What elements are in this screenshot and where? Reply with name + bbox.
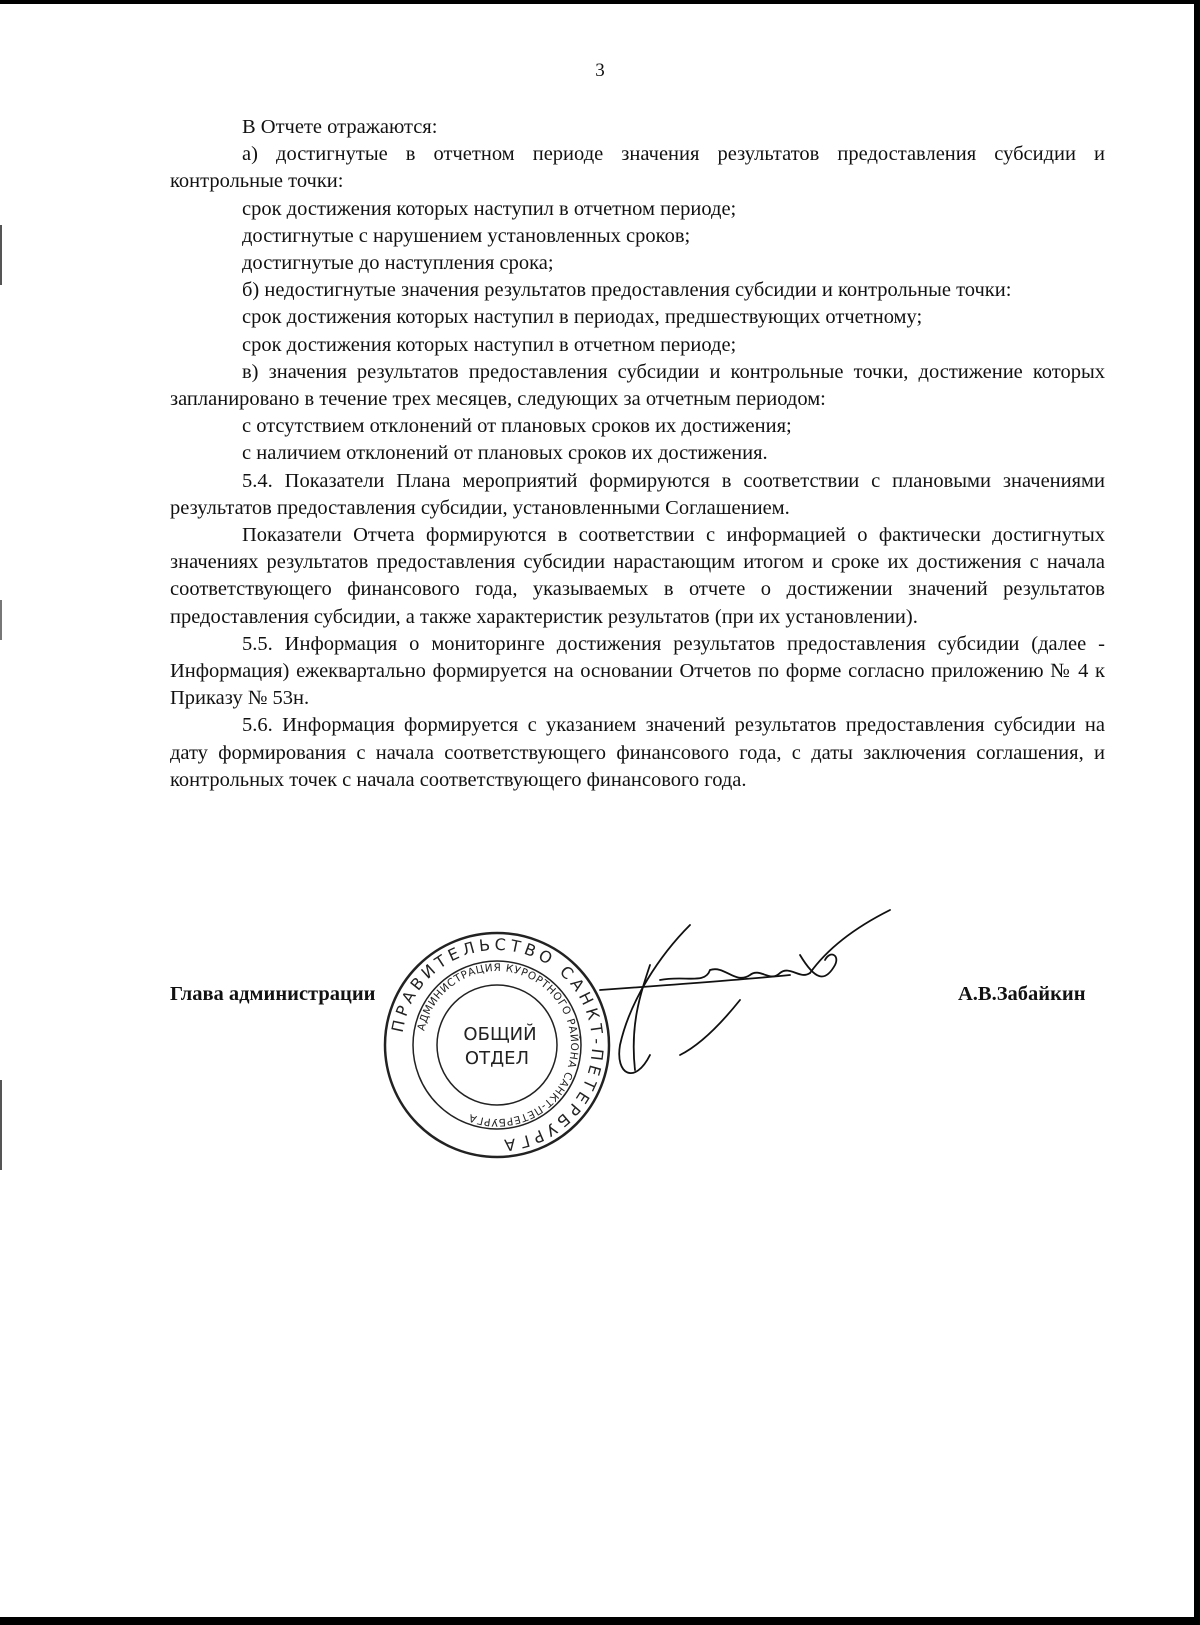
paragraph: Показатели Отчета формируются в соответствии с информацией о фактически достигнутых значениях результатов предоставления субсидии нарастающим итогом и сроке их достижения с начала соответствующего финансового года, указываемых в отчете о достижении значений результатов предоставления субсидии, а также характеристик результатов (при их установлении). (170, 524, 1105, 628)
stamp-center-line1: ОБЩИЙ (463, 1024, 537, 1045)
document-body (170, 114, 1105, 794)
paragraph: В Отчете отражаются: (242, 116, 438, 138)
signatory-title: Глава администрации (170, 983, 376, 1005)
stamp-outer-text: ПРАВИТЕЛЬСТВО САНКТ-ПЕТЕРБУРГА (387, 934, 608, 1156)
paragraph: срок достижения которых наступил в отчетном периоде; (242, 333, 737, 356)
paragraph: б) недостигнутые значения результатов предоставления субсидии и контрольные точки: (242, 279, 1012, 302)
paragraph: в) значения результатов предоставления субсидии и контрольные точки, достижение которых запланировано в течение трех месяцев, следующих за отчетным периодом: (170, 360, 1105, 411)
scan-left-edge-marks (0, 0, 3, 1625)
scan-border-right (1194, 0, 1200, 1625)
official-stamp (382, 930, 612, 1160)
handwritten-signature (590, 905, 930, 1095)
paragraph: 5.6. Информация формируется с указанием значений результатов предоставления субсидии на дату формирования с начала соответствующего финансового года, с даты заключения соглашения, и контрольных точек с начала соответствующего финансового года. (170, 714, 1105, 791)
paragraph: а) достигнутые в отчетном периоде значения результатов предоставления субсидии и контрольные точки: (170, 143, 1105, 193)
paragraph: срок достижения которых наступил в периодах, предшествующих отчетному; (242, 306, 923, 329)
scan-border-top (0, 0, 1200, 4)
paragraph: достигнутые до наступления срока; (242, 252, 554, 275)
paragraph: 5.4. Показатели Плана мероприятий формируются в соответствии с плановыми значениями результатов предоставления субсидии, установленными Соглашением. (170, 469, 1105, 519)
paragraph: 5.5. Информация о мониторинге достижения результатов предоставления субсидии (далее - Информация) ежеквартально формируется на основании Отчетов по форме согласно приложению № 4 к Приказу № 53н. (170, 632, 1105, 710)
scan-border-bottom (0, 1617, 1200, 1625)
paragraph: с наличием отклонений от плановых сроков их достижения. (242, 442, 768, 465)
paragraph: срок достижения которых наступил в отчетном периоде; (242, 197, 737, 220)
paragraph: достигнутые с нарушением установленных сроков; (242, 224, 691, 247)
stamp-inner-text: АДМИНИСТРАЦИЯ КУРОРТНОГО РАЙОНА САНКТ-ПЕТЕРБУРГА (415, 961, 581, 1129)
stamp-center-line2: ОТДЕЛ (464, 1048, 530, 1069)
signatory-name: А.В.Забайкин (958, 983, 1086, 1005)
paragraph: с отсутствием отклонений от плановых сроков их достижения; (242, 415, 792, 438)
svg-text:АДМИНИСТРАЦИЯ КУРОРТНОГО РАЙОН (415, 962, 581, 1128)
page-number: 3 (595, 60, 605, 81)
